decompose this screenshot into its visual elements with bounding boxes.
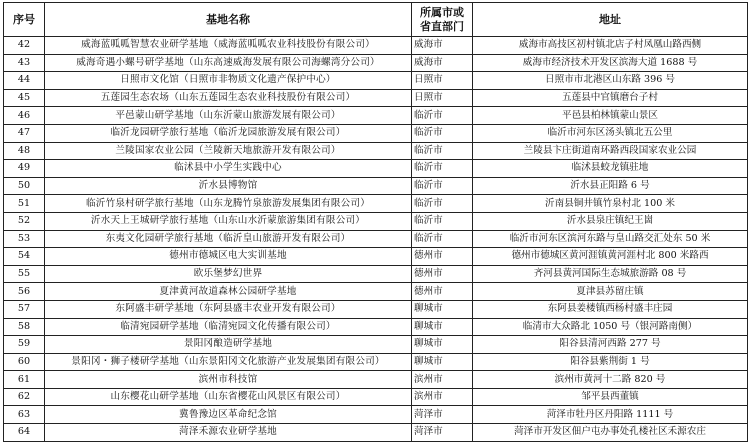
cell-address: 东阿县姜楼镇西杨村盛丰庄园 — [473, 300, 748, 318]
cell-no: 45 — [4, 89, 45, 107]
cell-city: 聊城市 — [412, 318, 473, 336]
cell-name: 冀鲁豫边区革命纪念馆 — [45, 406, 412, 424]
cell-no: 42 — [4, 37, 45, 55]
table-row — [4, 406, 748, 424]
cell-address: 威海市高技区初村镇北店子村凤凰山路西侧 — [473, 37, 748, 55]
cell-name: 五莲园生态农场（山东五莲园生态农业科技股份有限公司） — [45, 89, 412, 107]
cell-name: 欧乐堡梦幻世界 — [45, 265, 412, 283]
cell-address: 临沂市河东区滨河东路与皇山路交汇处东 50 米 — [473, 230, 748, 248]
cell-no: 53 — [4, 230, 45, 248]
table-row — [4, 265, 748, 283]
table-row — [4, 336, 748, 354]
cell-name: 景阳冈酿造研学基地 — [45, 336, 412, 354]
cell-name: 夏津黄河故道森林公园研学基地 — [45, 283, 412, 301]
cell-address: 日照市市北港区山东路 396 号 — [473, 72, 748, 90]
cell-name: 日照市文化馆（日照市非物质文化遗产保护中心） — [45, 72, 412, 90]
cell-city: 威海市 — [412, 54, 473, 72]
cell-city: 滨州市 — [412, 388, 473, 406]
cell-no: 50 — [4, 177, 45, 195]
cell-address: 齐河县黄河国际生态城旅游路 08 号 — [473, 265, 748, 283]
cell-city: 临沂市 — [412, 230, 473, 248]
cell-name: 威海蓝呱呱智慧农业研学基地（威海蓝呱呱农业科技股份有限公司） — [45, 37, 412, 55]
cell-no: 49 — [4, 160, 45, 178]
cell-city: 日照市 — [412, 89, 473, 107]
cell-name: 临沭县中小学生实践中心 — [45, 160, 412, 178]
cell-address: 夏津县苏留庄镇 — [473, 283, 748, 301]
table-row — [4, 37, 748, 55]
cell-no: 55 — [4, 265, 45, 283]
cell-city: 日照市 — [412, 72, 473, 90]
cell-city: 临沂市 — [412, 107, 473, 125]
table-row — [4, 283, 748, 301]
table-row — [4, 54, 748, 72]
cell-no: 60 — [4, 353, 45, 371]
cell-name: 威海奇遇小螺号研学基地（山东高速威海发展有限公司海螺湾分公司） — [45, 54, 412, 72]
cell-no: 62 — [4, 388, 45, 406]
cell-address: 菏泽市牡丹区丹阳路 1111 号 — [473, 406, 748, 424]
cell-city: 菏泽市 — [412, 406, 473, 424]
cell-address: 沂水县泉庄镇纪王崮 — [473, 212, 748, 230]
table-row — [4, 230, 748, 248]
table-body — [4, 37, 748, 442]
table-row — [4, 371, 748, 389]
research-bases-table — [3, 2, 748, 442]
table-row — [4, 177, 748, 195]
cell-name: 山东樱花山研学基地（山东省樱花山风景区有限公司） — [45, 388, 412, 406]
cell-no: 47 — [4, 124, 45, 142]
header-city — [412, 3, 473, 37]
cell-address: 菏泽市开发区佃户屯办事处孔楼社区禾源农庄 — [473, 424, 748, 442]
header-city-line1: 所属市或 — [420, 5, 464, 19]
cell-city: 德州市 — [412, 283, 473, 301]
header-no: 序号 — [4, 3, 45, 37]
cell-name: 临清宛园研学基地（临清宛园文化传播有限公司） — [45, 318, 412, 336]
cell-address: 临沭县蛟龙镇驻地 — [473, 160, 748, 178]
table-row — [4, 353, 748, 371]
cell-name: 东阿盛丰研学基地（东阿县盛丰农业开发有限公司） — [45, 300, 412, 318]
cell-city: 聊城市 — [412, 336, 473, 354]
cell-city: 滨州市 — [412, 371, 473, 389]
table-row — [4, 72, 748, 90]
cell-city: 临沂市 — [412, 212, 473, 230]
cell-name: 景阳冈・狮子楼研学基地（山东景阳冈文化旅游产业发展集团有限公司） — [45, 353, 412, 371]
table-row — [4, 248, 748, 266]
cell-name: 临沂竹泉村研学旅行基地（山东龙腾竹泉旅游发展集团有限公司） — [45, 195, 412, 213]
table-row — [4, 142, 748, 160]
table-row — [4, 160, 748, 178]
cell-city: 德州市 — [412, 248, 473, 266]
header-name: 基地名称 — [45, 3, 412, 37]
cell-address: 邹平县西董镇 — [473, 388, 748, 406]
cell-city: 临沂市 — [412, 195, 473, 213]
table-row — [4, 124, 748, 142]
cell-city: 威海市 — [412, 37, 473, 55]
cell-no: 44 — [4, 72, 45, 90]
cell-no: 64 — [4, 424, 45, 442]
cell-no: 51 — [4, 195, 45, 213]
cell-city: 临沂市 — [412, 124, 473, 142]
cell-name: 德州市德城区电大实训基地 — [45, 248, 412, 266]
cell-no: 43 — [4, 54, 45, 72]
cell-address: 沂水县正阳路 6 号 — [473, 177, 748, 195]
table-row — [4, 300, 748, 318]
header-row — [4, 3, 748, 37]
cell-city: 菏泽市 — [412, 424, 473, 442]
cell-name: 平邑蒙山研学基地（山东沂蒙山旅游发展有限公司） — [45, 107, 412, 125]
table-row — [4, 318, 748, 336]
cell-city: 临沂市 — [412, 142, 473, 160]
cell-name: 沂水县博物馆 — [45, 177, 412, 195]
cell-no: 48 — [4, 142, 45, 160]
header-address: 地址 — [473, 3, 748, 37]
cell-city: 临沂市 — [412, 177, 473, 195]
cell-city: 聊城市 — [412, 353, 473, 371]
cell-address: 阳谷县清河西路 277 号 — [473, 336, 748, 354]
cell-name: 菏泽禾源农业研学基地 — [45, 424, 412, 442]
cell-no: 56 — [4, 283, 45, 301]
cell-address: 沂南县铜井镇竹泉村北 100 米 — [473, 195, 748, 213]
cell-address: 临清市大众路北 1050 号（银河路南侧） — [473, 318, 748, 336]
cell-no: 57 — [4, 300, 45, 318]
table-row — [4, 212, 748, 230]
cell-address: 德州市德城区黄河涯镇黄河涯村北 800 米路西 — [473, 248, 748, 266]
cell-name: 东夷文化园研学旅行基地（临沂皇山旅游开发有限公司） — [45, 230, 412, 248]
table-header — [4, 3, 748, 37]
cell-no: 54 — [4, 248, 45, 266]
cell-no: 52 — [4, 212, 45, 230]
table-row — [4, 195, 748, 213]
cell-city: 德州市 — [412, 265, 473, 283]
cell-address: 临沂市河东区汤头镇北五公里 — [473, 124, 748, 142]
cell-no: 63 — [4, 406, 45, 424]
table-row — [4, 388, 748, 406]
cell-address: 威海市经济技术开发区滨海大道 1688 号 — [473, 54, 748, 72]
cell-no: 58 — [4, 318, 45, 336]
cell-address: 兰陵县卞庄街道南环路西段国家农业公园 — [473, 142, 748, 160]
table-row — [4, 89, 748, 107]
cell-city: 临沂市 — [412, 160, 473, 178]
cell-no: 46 — [4, 107, 45, 125]
cell-city: 聊城市 — [412, 300, 473, 318]
table-row — [4, 107, 748, 125]
cell-name: 滨州市科技馆 — [45, 371, 412, 389]
cell-address: 平邑县柏林镇蒙山景区 — [473, 107, 748, 125]
cell-name: 沂水天上王城研学旅行基地（山东山水沂蒙旅游集团有限公司） — [45, 212, 412, 230]
cell-address: 阳谷县紫荆街 1 号 — [473, 353, 748, 371]
cell-no: 59 — [4, 336, 45, 354]
cell-no: 61 — [4, 371, 45, 389]
cell-name: 兰陵国家农业公园（兰陵新天地旅游开发有限公司） — [45, 142, 412, 160]
cell-name: 临沂龙园研学旅行基地（临沂龙园旅游发展有限公司） — [45, 124, 412, 142]
cell-address: 五莲县中官镇磨台子村 — [473, 89, 748, 107]
cell-address: 滨州市黄河十二路 820 号 — [473, 371, 748, 389]
header-city-line2: 省直部门 — [420, 19, 464, 33]
